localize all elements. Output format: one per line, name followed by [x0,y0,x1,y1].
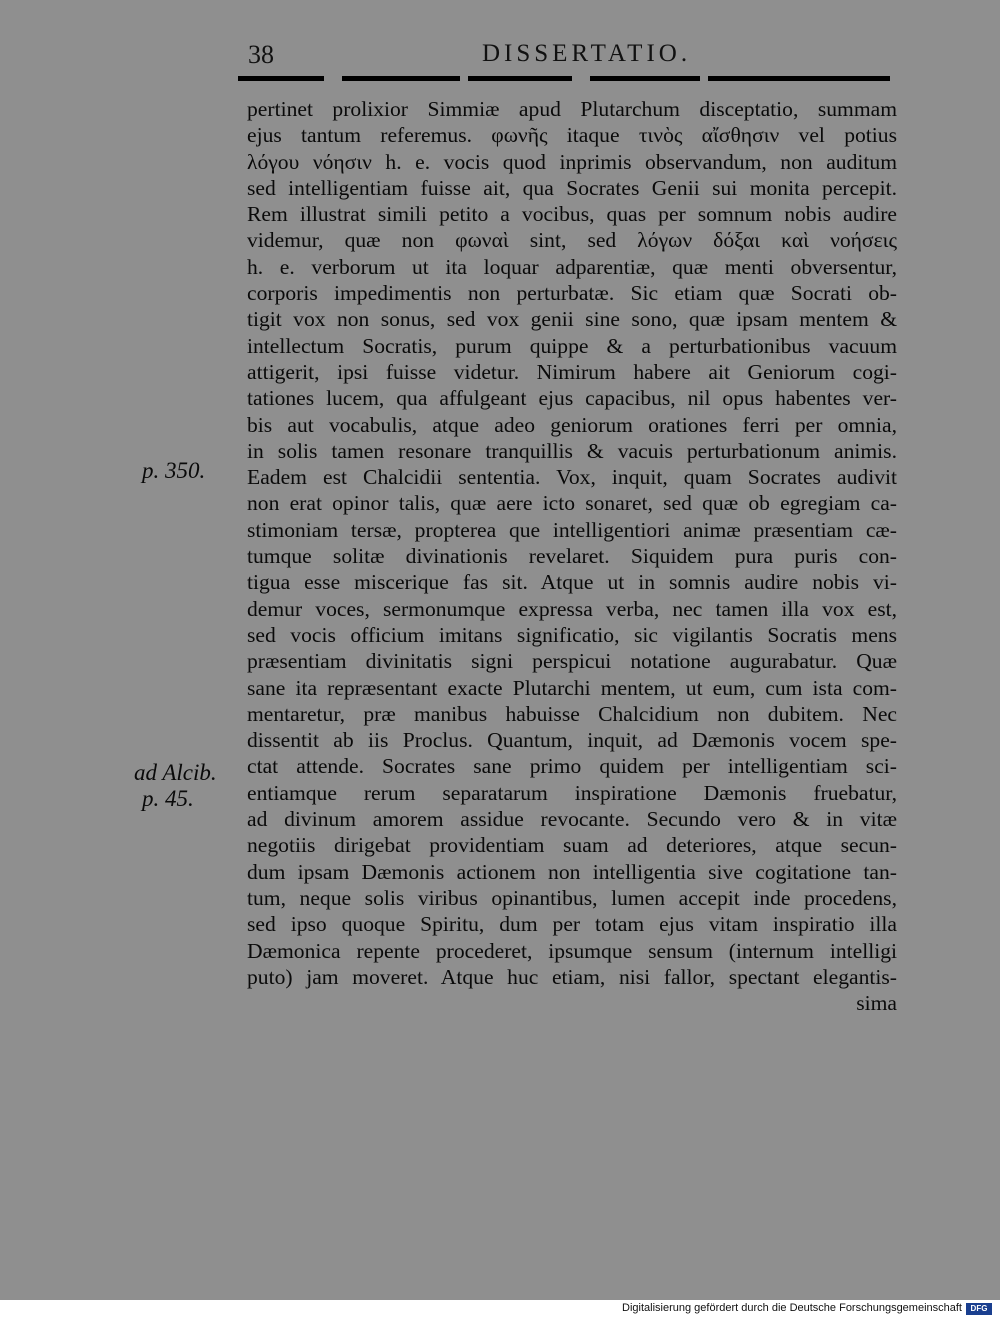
text-line: λόγου νόησιν h. e. vocis quod inprimis observandum, non auditum [247,149,897,174]
header-rule [708,76,890,81]
text-line: sed ipso quoque Spiritu, dum per totam ejus vitam inspiratio illa [247,912,897,937]
text-line: stimoniam tersæ, propterea que intelligentiori animæ præsentiam cæ- [247,517,897,542]
text-line: sane ita repræsentant exacte Plutarchi mentem, ut eum, cum ista com- [247,675,897,700]
text-line: sed vocis officium imitans significatio, sic vigilantis Socratis mens [247,622,897,647]
header-rule [468,76,572,81]
text-line: ctat attende. Socrates sane primo quidem per intelligentiam sci- [247,754,897,779]
footer [0,1300,1000,1319]
margin-note: p. 45. [142,786,194,811]
text-line: præsentiam divinitatis signi perspicui notatione augurabatur. Quæ [247,649,897,674]
body-text [247,96,897,1016]
text-line: sed intelligentiam fuisse ait, qua Socrates Genii sui monita percepit. [247,175,897,200]
text-line: attigerit, ipsi fuisse videtur. Nimirum habere ait Geniorum cogi- [247,359,897,384]
text-line: bis aut vocabulis, atque adeo geniorum orationes ferri per omnia, [247,412,897,437]
funding-credit: Digitalisierung gefördert durch die Deutsche Forschungsgemeinschaft [622,1302,962,1314]
text-line: Rem illustrat simili petito a vocibus, quas per somnum nobis audire [247,202,897,227]
text-line: tum, neque solis viribus opinantibus, lumen accepit inde procedens, [247,885,897,910]
text-line: tigit vox non sonus, sed vox genii sine sono, quæ ipsam mentem & [247,307,897,332]
text-line: videmur, quæ non φωναὶ sint, sed λόγων δόξαι καὶ νοήσεις [247,228,897,253]
text-line: sima [856,991,897,1016]
dfg-logo: DFG [966,1303,992,1315]
page-number: 38 [248,40,274,69]
text-line: demur voces, sermonumque expressa verba, nec tamen illa vox est, [247,596,897,621]
text-line: non erat opinor talis, quæ aere icto sonaret, sed quæ ob egregiam ca- [247,491,897,516]
text-line: dum ipsam Dæmonis actionem non intelligentia sive cogitatione tan- [247,859,897,884]
header-rule [238,76,324,81]
text-line: Eadem est Chalcidii sententia. Vox, inquit, quam Socrates audivit [247,465,897,490]
text-line: puto) jam moveret. Atque huc etiam, nisi fallor, spectant elegantis- [247,964,897,989]
text-line: h. e. verborum ut ita loquar adparentiæ, quæ menti obversentur, [247,254,897,279]
margin-note: ad Alcib. [134,760,217,785]
text-line: intellectum Socratis, purum quippe & a perturbationibus vacuum [247,333,897,358]
text-line: negotiis dirigebat providentiam suam ad deteriores, atque secun- [247,833,897,858]
header-rule [342,76,460,81]
text-line: tumque solitæ divinationis revelaret. Siquidem pura puris con- [247,544,897,569]
text-line: pertinet prolixior Simmiæ apud Plutarchum disceptatio, summam [247,97,897,121]
text-line: ad divinum amorem assidue revocante. Secundo vero & in vitæ [247,807,897,832]
text-line: corporis impedimentis non perturbatæ. Sic etiam quæ Socrati ob- [247,281,897,306]
header-rule [590,76,700,81]
text-line: ejus tantum referemus. φωνῆς itaque τινὸς αἴσθησιν vel potius [247,123,897,148]
text-line: mentaretur, præ manibus habuisse Chalcidium non dubitem. Nec [247,701,897,726]
text-line: entiamque rerum separatarum inspiratione Dæmonis fruebatur, [247,780,897,805]
text-line: Dæmonica repente procederet, ipsumque sensum (internum intelligi [247,938,897,963]
text-line: tigua esse miscerique fas sit. Atque ut in somnis audire nobis vi- [247,570,897,595]
text-line: tationes lucem, qua affulgeant ejus capacibus, nil opus habentes ver- [247,386,897,411]
margin-note: p. 350. [142,458,206,483]
running-title: DISSERTATIO. [482,40,692,67]
text-line: dissentit ab iis Proclus. Quantum, inquit, ad Dæmonis vocem spe- [247,728,897,753]
text-line: in solis tamen resonare tranquillis & vacuis perturbationum animis. [247,438,897,463]
